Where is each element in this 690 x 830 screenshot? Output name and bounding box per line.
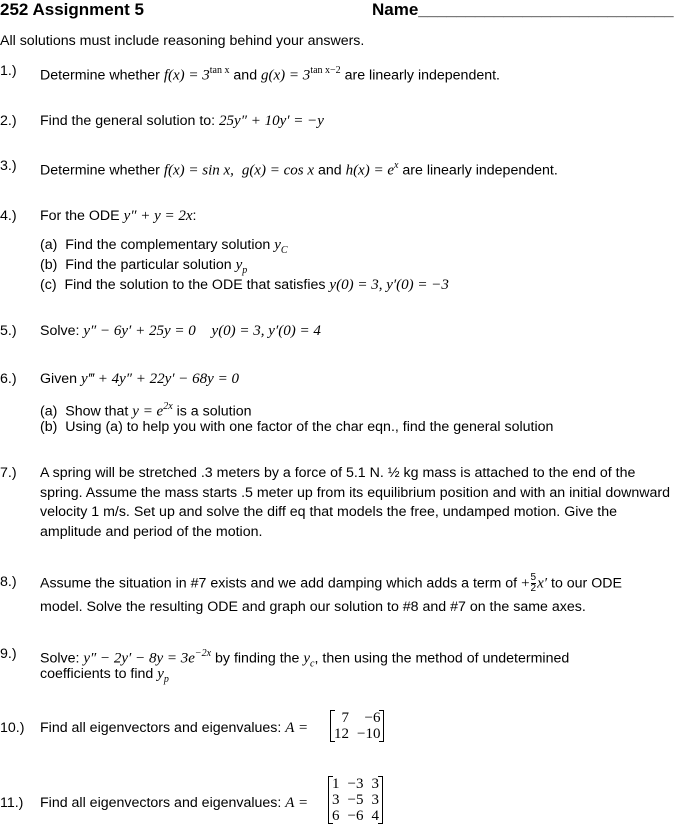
right-bracket	[379, 710, 384, 742]
instructions: All solutions must include reasoning behind your answers.	[0, 33, 365, 49]
part-label: (b)	[40, 257, 58, 273]
math-exponent: −2x	[194, 648, 212, 659]
math-equation: y″ − 6y′ + 25y = 0	[83, 323, 196, 339]
problem-number: 6.)	[0, 371, 17, 387]
math-subscript: p	[242, 264, 248, 276]
matrix-cell: 3	[371, 776, 379, 792]
problem-number: 4.)	[0, 208, 17, 224]
math-y: y = e	[132, 403, 164, 420]
problem-text: Find all eigenvectors and eigenvalues:	[40, 795, 286, 811]
math-g: g(x) = cos x	[241, 162, 314, 179]
math-term: x′	[537, 575, 548, 592]
problem-text: are linearly independent.	[398, 162, 558, 179]
problem-number: 11.)	[0, 795, 24, 811]
problem-text: are linearly independent.	[340, 67, 500, 84]
problem-4c	[40, 276, 449, 295]
part-text: Find the particular solution	[65, 257, 236, 273]
matrix-cell: 3	[371, 792, 379, 808]
problem-number: 3.)	[0, 158, 17, 174]
math-subscript: C	[280, 244, 288, 256]
math-exponent: tan x	[209, 65, 230, 76]
part-text: Using (a) to help you with one factor of the char eqn., find the general solution	[65, 419, 554, 435]
problem-text: Determine whether	[40, 162, 164, 179]
matrix-cell: 3	[332, 792, 340, 808]
right-bracket	[378, 776, 383, 824]
matrix-cell: 12	[334, 726, 349, 742]
problem-11	[0, 776, 690, 828]
math-exponent: tan x−2	[310, 65, 341, 76]
part-text: Show that	[65, 403, 133, 420]
problem-7-text: A spring will be stretched .3 meters by a force of 5.1 N. ½ kg mass is attached to the end of the spring. Assume the mass starts .5 meter up from its equilibrium position and with an initial downward velocity 1 m/s. Set up and solve the diff eq that models the free, undamped motion. Give the amplitude and period of the motion.	[40, 465, 671, 540]
math-initial-conditions: y(0) = 3, y′(0) = −3	[329, 277, 449, 293]
matrix-cell: 7	[341, 710, 349, 726]
problem-text: Find the general solution to:	[40, 113, 220, 129]
name-field-label: Name___________________________	[372, 0, 674, 19]
matrix-cell: 1	[332, 776, 340, 792]
problem-text: Find all eigenvectors and eigenvalues:	[40, 720, 286, 736]
matrix-cell: −3	[347, 776, 364, 792]
math-equation: 25y″ + 10y′ = −y	[219, 113, 324, 129]
problem-number: 7.)	[0, 465, 17, 481]
math-a: A =	[285, 720, 309, 736]
math-equation: y‴ + 4y″ + 22y′ − 68y = 0	[81, 371, 239, 387]
math-a: A =	[285, 795, 309, 811]
matrix-3x3	[328, 776, 383, 824]
problem-text: Assume the situation in #7 exists and we add damping which adds a term of	[40, 575, 522, 592]
math-plus: +	[521, 575, 530, 592]
problem-number: 10.)	[0, 720, 25, 736]
math-y: y	[303, 650, 311, 667]
left-bracket	[330, 710, 335, 742]
math-initial-conditions: y(0) = 3, y′(0) = 4	[211, 323, 321, 339]
math-equation: y″ + y = 2x	[123, 208, 193, 224]
part-label: (a)	[40, 237, 58, 253]
math-subscript: p	[163, 673, 169, 685]
problem-number: 2.)	[0, 113, 17, 129]
math-f: f(x) = 3	[163, 67, 210, 84]
matrix-cell: 4	[371, 808, 379, 824]
matrix-cell: −6	[364, 710, 381, 726]
math-g: g(x) = 3	[261, 67, 311, 84]
part-label: (b)	[40, 419, 58, 435]
problem-text: to our ODE	[547, 575, 622, 592]
problem-text: For the ODE	[40, 208, 124, 224]
math-fraction	[531, 573, 537, 594]
problem-number: 9.)	[0, 646, 17, 662]
matrix-cell: 6	[332, 808, 340, 824]
math-y: y	[157, 666, 164, 682]
matrix-cell: −10	[357, 726, 381, 742]
problem-10	[0, 710, 690, 746]
problem-text: by finding the	[211, 650, 304, 667]
math-y: y	[235, 257, 243, 273]
part-text: Find the solution to the ODE that satisfies	[64, 277, 330, 293]
problem-text: Determine whether	[40, 67, 164, 84]
part-label: (c)	[40, 277, 57, 293]
matrix-2x2	[330, 710, 384, 742]
math-y: y	[274, 237, 281, 253]
assignment-title: 252 Assignment 5	[0, 0, 144, 19]
fraction-numerator: 5	[530, 572, 537, 583]
problem-text: coefficients to find	[40, 666, 158, 682]
matrix-cell: −6	[347, 808, 364, 824]
problem-number: 5.)	[0, 323, 17, 339]
problem-text: Solve:	[40, 323, 84, 339]
problem-number: 8.)	[0, 574, 17, 590]
problem-text: and	[314, 162, 346, 179]
problem-9-line-2	[40, 665, 169, 689]
problem-text: , then using the method of undetermined	[314, 650, 570, 667]
problem-text: Solve:	[40, 650, 84, 667]
part-label: (a)	[40, 403, 58, 420]
problem-text: Given	[40, 371, 82, 387]
math-f: f(x) = sin x,	[163, 162, 234, 179]
matrix-cell: −5	[347, 792, 364, 808]
part-text: Find the complementary solution	[65, 237, 275, 253]
problem-text: and	[229, 67, 262, 84]
problem-8-line-2: model. Solve the resulting ODE and graph our solution to #8 and #7 on the same axes.	[40, 599, 586, 615]
problem-number: 1.)	[0, 63, 17, 79]
left-bracket	[328, 776, 333, 824]
part-text: is a solution	[172, 403, 252, 420]
fraction-denominator: 2	[530, 583, 537, 594]
math-h: h(x) = e	[345, 162, 394, 179]
math-exponent: 2x	[163, 401, 173, 412]
problem-text: :	[192, 208, 197, 224]
math-subscript: c	[310, 658, 315, 670]
math-exponent: x	[394, 160, 399, 171]
problem-6b	[40, 418, 553, 437]
math-equation: y″ − 2y′ − 8y = 3e	[83, 650, 195, 667]
